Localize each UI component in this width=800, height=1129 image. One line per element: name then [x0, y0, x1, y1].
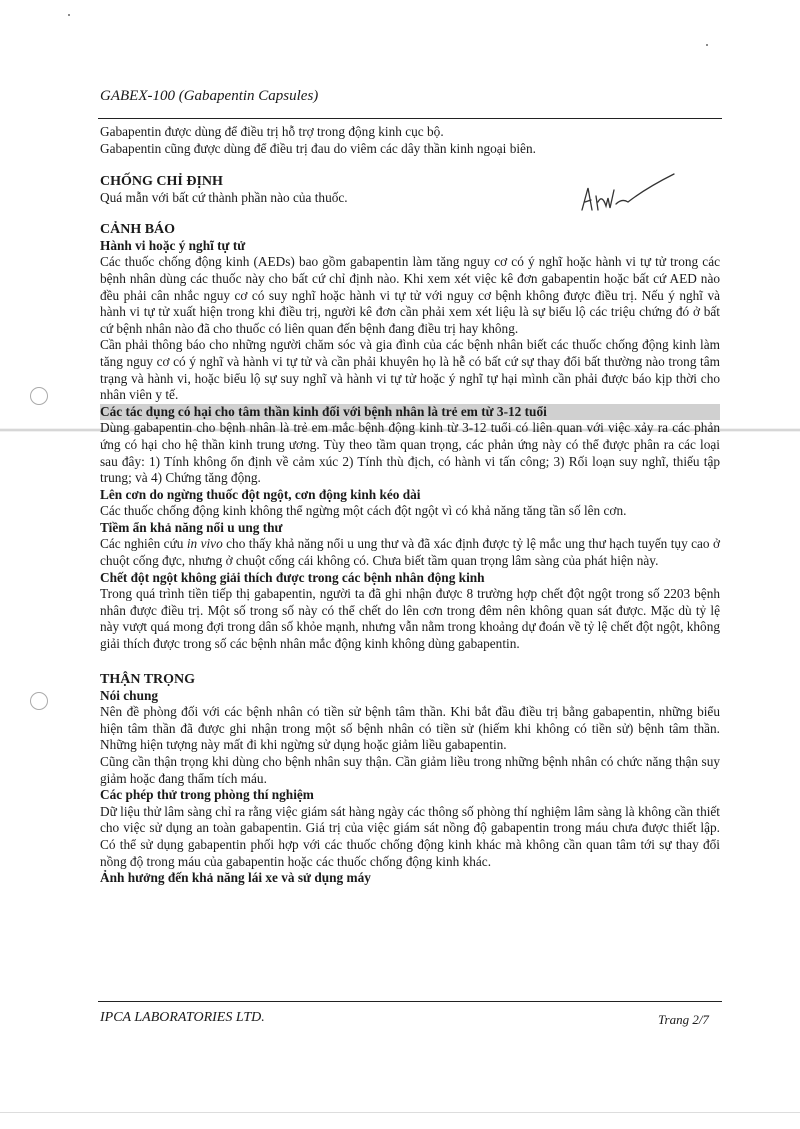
punch-hole [30, 692, 48, 710]
paragraph: Dùng gabapentin cho bệnh nhân là trẻ em mắc bệnh động kinh từ 3-12 tuổi có liên quan với việc xảy ra các phản ứng có hại cho hệ thần kinh trung ương. Tùy theo tầm quan trọng, các phản ứng này có thể được phân ra các loại sau đây: 1) Tính không ổn định về cảm xúc 2) Tính thù địch, có hành vi tấn công; 3) Rối loạn suy nghĩ, thiếu tập trung; và 4) Chứng tăng động. [100, 420, 720, 486]
footer-company: IPCA LABORATORIES LTD. [100, 1010, 265, 1025]
paragraph [100, 536, 720, 569]
paragraph: Dữ liệu thử lâm sàng chỉ ra rằng việc giám sát hàng ngày các thông số phòng thí nghiệm lâm sàng là không cần thiết cho việc sử dụng an toàn gabapentin. Giá trị của việc giám sát nồng độ gabapentin trong máu chưa được thiết lập. Có thể sử dụng gabapentin phối hợp với các thuốc chống động kinh khác mà không cần quan tâm tới sự thay đổi nồng độ trong máu của gabapentin hoặc các thuốc chống động kinh khác. [100, 803, 721, 869]
document-header-title: GABEX-100 (Gabapentin Capsules) [100, 88, 319, 104]
subheading-suicide: Hành vi hoặc ý nghĩ tự tử [100, 237, 246, 253]
scan-edge [0, 1112, 800, 1113]
section-heading-contraindications: CHỐNG CHỈ ĐỊNH [100, 174, 223, 190]
subheading-sudden-death: Chết đột ngột không giải thích được trong các bệnh nhân động kinh [100, 569, 485, 585]
subheading-general: Nói chung [100, 687, 159, 703]
scan-speck [706, 44, 708, 46]
paragraph: Các thuốc chống động kinh không thể ngừng một cách đột ngột vì có khả năng tăng tần số lên cơn. [100, 503, 627, 519]
paragraph: Các thuốc chống động kinh (AEDs) bao gồm gabapentin làm tăng nguy cơ có ý nghĩ hoặc hành vi tự tử trong các bệnh nhân dùng các thuốc này cho bất cứ chỉ định nào. Khi xem xét việc kê đơn gabapentin hoặc bất cứ AED nào đều phải cân nhắc nguy cơ có suy nghĩ hoặc hành vi tự tử với nguy cơ bệnh không được điều trị. Nếu ý nghĩ và hành vi tự tử xuất hiện trong khi điều trị, người kê đơn cần phải xem xét liệu là sự biểu lộ các triệu chứng đó ở bất cứ bệnh nhân nào đã cho thuốc có liên quan đến bệnh đang điều trị hay không. [100, 254, 720, 336]
footer-divider [98, 1001, 722, 1002]
subheading-lab-tests: Các phép thử trong phòng thí nghiệm [100, 787, 314, 803]
subheading-withdrawal: Lên cơn do ngừng thuốc đột ngột, cơn động kinh kéo dài [100, 486, 421, 502]
paragraph: Cần phải thông báo cho những người chăm sóc và gia đình của các bệnh nhân biết các thuốc chống động kinh làm tăng nguy cơ có ý nghĩ và hành vi tự tử và cần phải khuyên họ là hễ có bất cứ sự thay đổi bất thường nào trong tâm trạng và hành vi, hoặc biểu lộ sự suy nghĩ và hành vi tự tử hoặc ý nghĩ tự hại mình cần phải được báo kịp thời cho nhân viên y tế. [100, 337, 720, 403]
subheading-pediatric: Các tác dụng có hại cho tâm thần kinh đối với bệnh nhân là trẻ em từ 3-12 tuổi [100, 404, 720, 421]
text-run: Các nghiên cứu [100, 536, 187, 552]
punch-hole [30, 387, 48, 405]
scan-speck [68, 14, 70, 16]
intro-line: Gabapentin được dùng để điều trị hỗ trợ trong động kinh cục bộ. [100, 124, 444, 139]
paragraph: Trong quá trình tiền tiếp thị gabapentin, người ta đã ghi nhận được 8 trường hợp chết đột ngột trong số 2203 bệnh nhân được điều trị. Một số trong số này có thể chết do lên cơn trong đêm nên không quan sát được. Mặc dù tỷ lệ này vượt quá mong đợi trong dân số khỏe mạnh, nhưng vẫn nằm trong khoảng dự đoán về tỷ lệ chết đột ngột, không giải thích được trong số các bệnh nhân mắc động kinh không dùng gabapentin. [100, 586, 720, 652]
subheading-driving: Ảnh hưởng đến khả năng lái xe và sử dụng máy [100, 870, 371, 886]
footer-page-number: Trang 2/7 [658, 1012, 709, 1027]
section-heading-precautions: THẬN TRỌNG [100, 671, 196, 687]
header-divider [98, 118, 722, 119]
italic-term: in vivo [186, 536, 223, 552]
contraindications-text: Quá mẫn với bất cứ thành phần nào của thuốc. [100, 190, 348, 206]
section-heading-warnings: CẢNH BÁO [100, 221, 176, 237]
subheading-tumor: Tiềm ẩn khả năng nổi u ung thư [100, 519, 283, 535]
paragraph: Nên đề phòng đối với các bệnh nhân có tiền sử bệnh tâm thần. Khi bắt đầu điều trị bằng gabapentin, những biểu hiện tâm thần đã được ghi nhận trong một số bệnh nhân có tiền sử (hiếm khi không có tiền sử) bệnh tâm thần. Những hiện tượng này mất đi khi ngừng sử dụng hoặc giảm liều gabapentin. [100, 704, 720, 753]
text-run: cho thấy khả năng nổi u ung thư và đã xác định được tỷ lệ mắc ung thư hạch tuyến tụy cao ở chuột cống đực, nhưng ở chuột cống cái không có. Chưa biết tầm quan trọng lâm sàng của phát hiện này. [100, 536, 721, 569]
intro-line: Gabapentin cũng được dùng để điều trị đau do viêm các dây thần kinh ngoại biên. [100, 140, 536, 156]
document-body [100, 124, 720, 887]
paragraph: Cũng cần thận trọng khi dùng cho bệnh nhân suy thận. Cần giảm liều trong những bệnh nhân có chức năng thận suy giảm hoặc đang thẩm tích máu. [100, 754, 720, 786]
